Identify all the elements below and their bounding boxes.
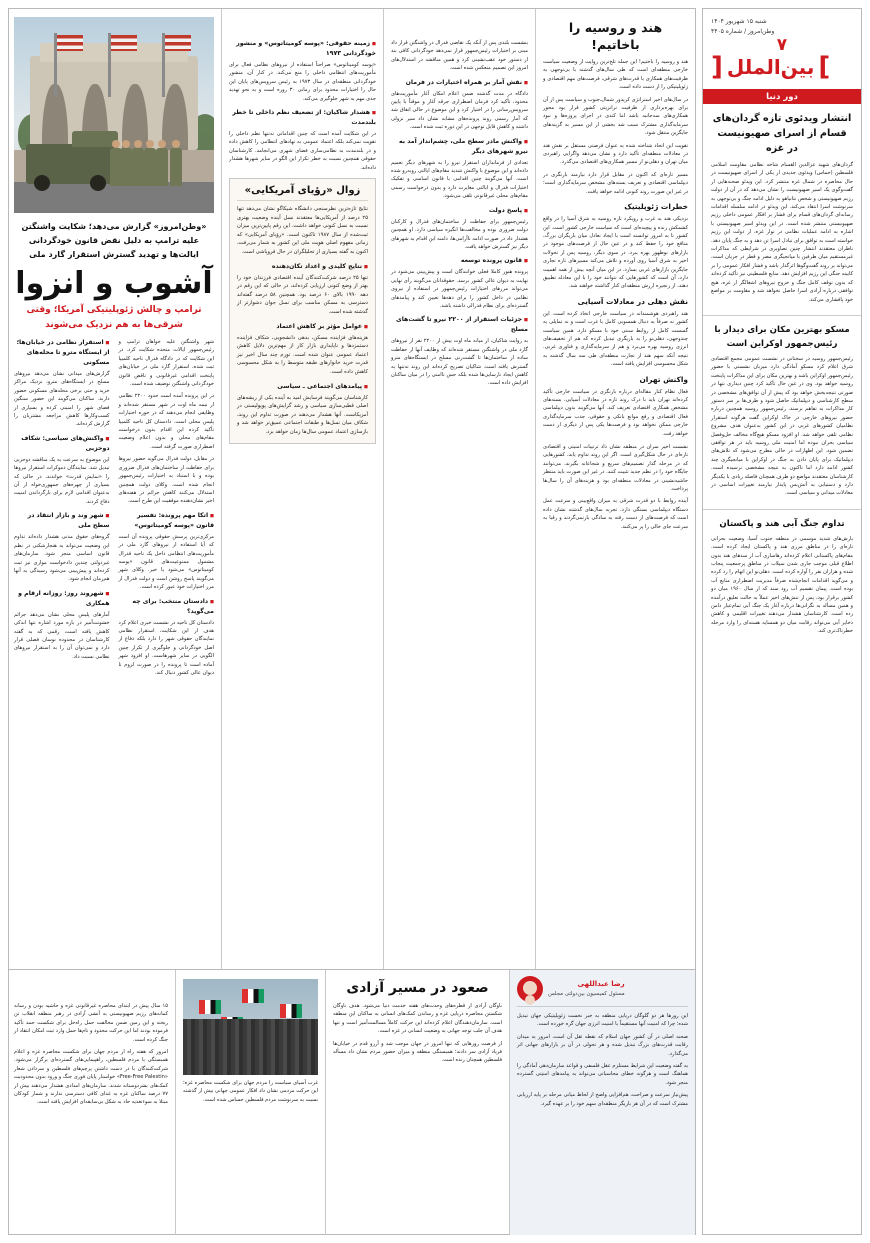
opinion-para-2: به گفته وضعیت این شرایط مستلزم عقل فلسفی و قواعد سازمان‌دهی آمادگی را هماهنگ است و هرگونه خطای محاسباتی می‌تواند به پیامدهای امنیتی گسترده منجر شود. [517, 1063, 688, 1086]
brief-1-headline: انتشار ویدئوی تازه گردان‌های قسام از اسرای صهیونیست در غزه [712, 113, 852, 154]
issue-date: شنبه ۱۵ شهریور ۱۴۰۴ [711, 18, 767, 25]
azadi-para-4: از فرصت روزهایی که تنها امروز در جهان موجب شد و آرزو قدم در خیابان‌ها فریاد آزادی سر دادند؛ همبستگی منطقه و میزان حضور مردم نشان داد مسأله فلسطین همچنان زنده است. [333, 1040, 502, 1064]
india-para-0: هند و روسیه را باختیم! این جمله تلخ‌ترین روایت از وضعیت سیاست خارجی منطقه‌ای است که طی سال‌های گذشته با بی‌توجهی به ظرفیت‌های همکاری با قدرت‌های شرقی، فرصت‌های مهم اقتصادی و ژئوپلیتیکی را از دست داده است. [543, 59, 688, 91]
lead-b4-body: این موضوع به سرعت به یک مناقشه دوحزبی تبدیل شد. نمایندگان دموکرات استقرار نیروها را «نمایش قدرت» خواندند، در حالی که بسیاری از چهره‌های جمهوری‌خواه از آن به‌عنوان اقدامی لازم برای بازگرداندن امنیت دفاع کردند. [14, 456, 110, 505]
lead-para-0: شهر واشنگتن علیه خواهان ترامپ و رئیس‌جمهور ایالات متحده شکایت کرد. در این شکایت که در دادگاه فدرال ناحیه کلمبیا ثبت شده، استقرار گارد ملی در خیابان‌های پایتخت اقدامی غیرقانونی و ناقض قانون خودگردانی واشنگتن توصیف شده است. [118, 339, 214, 388]
mid-b2-head: ◼ واکنش مادر سطح ملی، چشم‌انداز آمد به نیرو شهرهای دیگر [391, 137, 528, 157]
bottom-strip [9, 969, 695, 1234]
india-para-3: مسیر تازه‌ای که اکنون در مقابل قرار دارد نیازمند بازنگری در دیپلماسی اقتصادی و تعریف بسته‌های مشخص سرمایه‌گذاری است؛ در غیر این صورت روند کنونی ادامه خواهد یافت. [543, 171, 688, 195]
lead-b6-body: آمارهای پلیس محلی نشان می‌دهد جرائم خشونت‌آمیز در بازه مورد اشاره تنها اندکی کاهش یافته است، رقمی که به گفته کارشناسان در محدوده نوسان فصلی قرار دارد و نمی‌توان آن را به استقرار نیروهای نظامی نسبت داد. [14, 611, 110, 660]
lead-b2-head: ◼ دادستان منتخب: برای چه می‌گوید؟ [119, 597, 215, 617]
lead-b3-body: گزارش‌های میدانی نشان می‌دهد نیروهای مسلح در ایستگاه‌های مترو، نزدیک مراکز خرید و حتی برخی محله‌های مسکونی حضور دارند. ساکنان می‌گویند این حضور سنگین فضای شهر را امنیتی کرده و بسیاری از کسب‌وکارها کاهش مراجعه مشتریان را گزارش کرده‌اند. [14, 371, 110, 428]
protest-photo [183, 979, 318, 1075]
azadi-photo-column [175, 970, 325, 1235]
column-india-russia [535, 9, 695, 969]
opinion-column [509, 970, 695, 1235]
column-case-details [383, 9, 535, 969]
opinion-author-role: مسئول کمیسیون بین‌دولتی مجلس [548, 991, 625, 997]
feature-s3-body: کارشناسان می‌گویند فرسایش امید به آینده یکی از ریشه‌های اصلی قطبی‌سازی سیاسی و رشد گرایش‌های پوپولیستی در آمریکاست. آنها هشدار می‌دهند در صورت تداوم این روند، شکاف میان نسل‌ها و طبقات اجتماعی عمیق‌تر خواهد شد و بازسازی اعتماد عمومی سال‌ها زمان خواهد برد. [237, 394, 368, 435]
feature-s3-head: ◼ پیامدهای اجتماعی ـ سیاسی [237, 382, 368, 392]
india-subhead-delhi: نقش دهلی در معادلات آسیایی [577, 296, 688, 306]
brief-2-headline: مسکو بهترین مکان برای دیدار با رئیس‌جمهور اوکراین است [703, 315, 861, 355]
lead-kicker: «وطن‌امروز» گزارش می‌دهد؛ شکایت واشنگتن علیه ترامپ به دلیل نقض قانون خودگردانی ایالت‌ها و تهدید گسترش استقرار گارد ملی [21, 221, 207, 259]
mid-b4-body: پرونده هنوز کاملا فعلی خوانندگان است و پیش‌بینی می‌شود در نهایت به دیوان عالی کشور برسد. حقوقدانان می‌گویند رأی نهایی می‌تواند مرزهای اختیارات رئیس‌جمهور در استفاده از نیروی نظامی در داخل کشور را برای دهه‌ها تعیین کند و پیامدهای گسترده‌ای برای نظام فدرالی داشته باشد. [391, 269, 528, 309]
india-sub4-body: نشست اخیر سران در منطقه نشان داد ترتیبات امنیتی و اقتصادی تازه‌ای در حال شکل‌گیری است. اگر این روند تداوم یابد، کشورهایی که در مرحله گذار تصمیم‌های سریع و شجاعانه بگیرند، می‌توانند جایگاه خود را در نظم جدید تثبیت کنند. در غیر این صورت باید منتظر حاشیه‌نشینی در معادلات منطقه‌ای بود و هزینه‌های آن را سال‌ها پرداخت. [543, 444, 688, 493]
mid-b3-body: رئیس‌جمهور برای حفاظت از ساختمان‌های فدرال و کارکنان دولت ضروری بوده و مخالفت‌ها انگیزه سیاسی دارد. او همچنین هشدار داد در صورت ادامه ناآرامی‌ها، دامنه این اقدام به شهرهای دیگر نیز گسترش خواهد یافت. [391, 218, 528, 250]
mid-b6-body: «پوسه کومیتاتوس» صراحتاً استفاده از نیروهای نظامی فعال برای مأموریت‌های انتظامی داخلی را منع می‌کند. در کنار آن، منشور خودگردانی منطقه‌ای در سال ۱۹۷۳ به رئیس سرویس‌های پایان این حال را اختیارات محدود برای زمانی ۳۰ روزه است و به نحو تهدید جدی مهم به شهر جلوگیری می‌کند. [229, 62, 376, 102]
feature-s1-body: تنها ۲۵ درصد شرکت‌کنندگان آینده اقتصادی فرزندان خود را بهتر از وضع کنونی ارزیابی کرده‌اند، در حالی که این رقم در دهه ۱۹۹۰ بالای ۶۰ درصد بود. همچنین ۵۸ درصد گفته‌اند دسترسی به مسکن مناسب برای نسل جوان دشوارتر از گذشته شده است. [237, 274, 369, 315]
lead-para-1: در این پرونده آمده است حدود ۲۲۰۰ نظامی از نیمه ماه اوت در شهر مستقر شده‌اند و وظایفی انجام می‌دهند که در حوزه اختیارات پلیس محلی است. دادستان کل ناحیه کلمبیا تأکید کرده این اقدام بدون درخواست مقام‌های محلی و بدون اعلام وضعیت اضطراری صورت گرفته است. [118, 393, 214, 450]
india-sub5-body: آینده روابط با دو قدرت شرقی به میزان واقع‌بینی و سرعت عمل دستگاه دیپلماسی بستگی دارد. تجربه سال‌های گذشته نشان داده است که فرصت‌های از دست رفته به سادگی بازنمی‌گردند و رقبا به سرعت جای خالی را پر می‌کنند. [543, 498, 688, 530]
india-subhead-geopolitics: خطرات ژئوپلیتیک [624, 202, 688, 212]
india-subhead-tehran: واکنش تهران [639, 374, 688, 384]
mid-b3-head: ◼ پاسخ دولت [391, 206, 528, 216]
opinion-byline [517, 976, 688, 1007]
india-para-2: تقویت این اتحاد شناخته شده به عنوان فرصتی مستقل بر نقش هند در معادلات منطقه‌ای تأکید دارد و نشان می‌دهد واگرایی راهبردی میان تهران و دهلی‌نو از مسیر همکاری‌های اقتصادی می‌گذرد. [543, 142, 688, 166]
opinion-para-1: صحنه اصلی در آن کشور جهان اسلام که نقطه ثقل آن است، امروز به میدان رقابت قدرت‌های بزرگ تبدیل شده و هر تحولی در آن بر بازارهای جهانی اثر می‌گذارد. [517, 1033, 688, 1057]
mid-b5-head: ◼ جزئیات استقرار از ۲۲۰۰ نیرو تا گشت‌های مسلح [391, 315, 528, 335]
lead-b1-head: ◼ اتکا مهم پرونده: تفسیر قانون «پوسه کومیتاتوس» [119, 511, 215, 531]
lead-para-2: در مقابل، دولت فدرال می‌گوید حضور نیروها برای حفاظت از ساختمان‌های فدرال ضروری بوده و با استناد به اختیارات رئیس‌جمهور انجام شده است. وکلای دولت همچنین استدلال می‌کنند کاهش جرائم در هفته‌های اخیر نشان‌دهنده موفقیت این طرح است. [118, 456, 214, 505]
section-logo-text: بین‌الملل [726, 55, 815, 79]
feature-s2-body: هزینه‌های فزاینده مسکن، بدهی دانشجویی، شکاف فزاینده دستمزدها و ناپایداری بازار کار از مهم‌ترین دلایل کاهش اعتماد عمومی عنوان شده است. تورم چند سال اخیر نیز قدرت خرید خانوارهای طبقه متوسط را به شکل محسوسی کاهش داده است. [237, 334, 368, 375]
brief-3-headline: تداوم جنگ آبی هند و پاکستان [703, 509, 861, 535]
brief-2-body: رئیس‌جمهور روسیه در سخنانی در نشست عمومی مجمع اقتصادی شرق اعلام کرد مسکو آمادگی دارد میزبان نشستی با حضور رئیس‌جمهور اوکراین باشد و بهترین مکان برای این مذاکرات پایتخت روسیه خواهد بود. وی در عین حال تأکید کرد چنین دیداری تنها در صورتی نتیجه‌بخش خواهد بود که پیش از آن توافق‌های مشخصی در سطح کارشناسی و دیپلماتیک حاصل شود و طرف‌ها بر سر دستور کار مذاکرات به تفاهم برسند. رئیس‌جمهور روسیه همچنین درباره حضور نیروهای خارجی در خاک اوکراین گفت هرگونه استقرار نظامیان کشورهای غربی در این کشور به‌عنوان هدف مشروع نظامی تلقی خواهد شد. او افزود مسکو هیچ‌گاه مخالف حل‌وفصل سیاسی بحران نبوده اما امنیت ملی روسیه باید در هر توافقی تضمین شود. این اظهارات در حالی مطرح می‌شود که تلاش‌های دیپلماتیک برای پایان دادن به جنگ در اوکراین با میانجیگری چند کشور ادامه دارد اما تاکنون به نتیجه مشخصی نرسیده است. کارشناسان معتقدند مواضع دو طرف همچنان فاصله زیادی با یکدیگر دارد و دستیابی به آتش‌بس پایدار نیازمند تغییرات اساسی در معادلات میدانی و سیاسی است. [711, 355, 853, 497]
author-avatar-icon [517, 976, 543, 1002]
opinion-para-0: این روزها هر دو گلوگان دریایی منطقه به خبر نخست ژئوپلیتیکی جهان تبدیل شده؛ چرا که امنیت آنها مستقیماً با امنیت انرژی جهان گره خورده است. [517, 1013, 688, 1028]
india-sub3-body: فعال نظام کنار مقاله‌ای درباره بازنگری در سیاست خارجی تأکید کرده‌اند تهران باید با درک روند تازه در معادلات آسیایی، بسته‌های مشخص همکاری اقتصادی تعریف کند. آنها می‌گویند بدون دیپلماسی فعال اقتصادی و رفع موانع بانکی و حقوقی، جذب سرمایه‌گذاری خارجی ممکن نخواهد بود و فرصت‌ها یکی پس از دیگری از دست خواهد رفت. [543, 388, 688, 437]
mid-b1-body: دادگاه در مدت گذشته ضمن اعلام امکان آغاز مأموریت‌های محدود، تأکید کرد فرمان اضطراری جرقه آغاز و موقتاً با پایین سرویس‌رسانی را در اختیار کرد و این موضوع در حالی اتفاق شد که آمار رسمی روند پرونده‌های مشابه نشان داد سیر نزولی داشته و کاهش قابل توجهی در این دوره ثبت شده است. [391, 90, 528, 131]
masthead-header [703, 9, 861, 83]
bracket-left-icon: ] [818, 52, 831, 82]
feature-box-title: زوال «رؤیای آمریکایی» [237, 185, 368, 201]
logo-mark-icon: ۷ [776, 35, 788, 55]
mid-b7-head: ◼ هشدار شاکیان: از تضعیف نظم داخلی تا خطر بلندمدت [229, 108, 376, 128]
azadi-para-2: غرب آسیای سیاست را مردم جهان برای شکست محاصره غزه؛ این حرکت مردمی نشان داد افکار عمومی جهانی بیش از گذشته نسبت به سرنوشت مردم فلسطین حساس شده است. [183, 1080, 318, 1103]
lead-b5-head: ◼ شهر وند و بازار انتقاد در سطح ملی [14, 511, 110, 531]
mid-lead: بنشست بلندی پس از آنکه یک تقاضی فدرال در واشنگتن قرار داد مبنی بر اختیارات رئیس‌جمهور قرار نمی‌دهد خودگردانی کافی بند از دستور خود عقب‌نشینی کرد و همین مناقشه در استدلال‌های امروز این تصمیم منعکس شده است. [391, 40, 528, 72]
mid-b4-head: ◼ قانون پرونده توسعه [391, 256, 528, 266]
masthead-column [702, 8, 862, 1235]
issue-number: وطن‌امروز / شماره ۴۴۰۵ [711, 28, 775, 35]
india-para-1: در سال‌های اخیر استراتژی کریدور شمال‌ـ‌جنوب و سیاست پس از آن برای بهره‌برداری از ظرفیت ترانزیتی کشور قرار بود محور همکاری‌های سه‌جانبه باشد اما کندی در اجرای پروژه‌ها و نبود سرمایه‌گذاری مشترک سبب شد بخشی از این مسیر به گزینه‌های جایگزین منتقل شود. [543, 96, 688, 137]
lead-body [14, 338, 214, 677]
opinion-para-3: پیش‌نیاز سرعت و صراحت، هم‌افزایی واضح از لحاظ میانی مرحله بر پایه ارزیابی مشترک است که در آن هر بازیگر منطقه‌ای سهم خود را بر عهده گیرد. [517, 1092, 688, 1107]
india-sub1-body: نزدیکی هند به غرب و رویکرد تازه روسیه به شرق آسیا را در واقع کشمکش زنده و پیچیده‌ای است که سیاست خارجی کشور است. این کشور تا به امروز توانسته است با ایجاد تعادل میان بازیگران بزرگ، منافع خود را حفظ کند و در عین حال از فرصت‌های موجود در بازارهای نوظهور بهره ببرد. در سوی دیگر، روسیه پس از تحولات اخیر به شرق آسیا روی آورده و تلاش می‌کند مسیرهای تازه تجاری جایگزین بازارهای غربی بسازد. در این میان آنچه بیش از همه اهمیت دارد، آن است که کشورهایی که نتوانند خود را با این معادله تطبیق دهند، از زنجیره ارزش منطقه‌ای کنار گذاشته خواهند شد. [543, 216, 688, 290]
lead-headline: آشوب و انزوا [15, 266, 213, 301]
lead-photo [14, 17, 214, 213]
brief-3-body: بارش‌های شدید موسمی در منطقه جنوب آسیا، وضعیت بحرانی تازه‌ای را در مناطق مرزی هند و پاکستان ایجاد کرده است. مقام‌های پاکستانی اعلام کرده‌اند رهاسازی آب از سدهای هند بدون اطلاع قبلی موجب جاری شدن سیلاب در مناطق پرجمعیت پنجاب شده و هزاران نفر را آواره کرده است. دهلی‌نو این اتهام را رد کرده و می‌گوید اقدامات انجام‌شده صرفاً مدیریت اضطراری منابع آب بوده است. پیمان تقسیم آب رود سند که از سال ۱۹۶۰ میان دو کشور برقرار بود، پس از تنش‌های اخیر عملاً به حالت تعلیق درآمده و همین مسأله به نگرانی‌ها درباره آغاز یک جنگ آبی تمام‌عیار دامن زده است. کارشناسان هشدار می‌دهند تغییرات اقلیمی و کاهش ذخایر آبی می‌تواند رقابت میان دو همسایه هسته‌ای را وارد مرحله خطرناک‌تری کند. [711, 535, 853, 635]
lead-b6-head: ◼ شهروند روز: روزانه ارقام و همکاری [14, 589, 110, 609]
azadi-column-right [325, 970, 509, 1235]
mid-b1-head: ◼ نقش آمار بر همراه اختیارات در فرمان [391, 78, 528, 88]
lead-b3-head: ◼ استقرار نظامی در خیابان‌ها؛ از ایستگاه مترو تا محله‌های مسکونی [14, 338, 110, 368]
mid-b5-body: به روایت شاکیان، از میانه ماه اوت بیش از ۲۲۰۰ نفر از نیروهای گارد ملی در واشنگتن مستقر شده‌اند که وظایف آنها از حفاظت ساده از ساختمان‌ها تا گشت‌زنی مسلح در ایستگاه‌های مترو گسترش یافته است. شاکیان تصریح کرده‌اند این روند نه‌تنها به کاهش ایجاد نارسایی‌ها شده بلکه حس ناامنی را در میان ساکنان افزایش داده است. [391, 338, 528, 387]
azadi-para-0: ۱۵ سال پیش در ابتدای محاصره غیرقانونی غزه و حاشیه بودن و رسانه کمانه‌های رژیم صهیونیستی به آتشی آزادی در رهبر منطقه انقلاب تن ریخته و این زمین ضمن مخالفت حمل راه‌حل برای شکست حمد تأکید فرموده بودند اما این حرکت محدود و نام‌ها حمل وارد ثبت امکان انتقاد از جنگ کرده است. [14, 1003, 168, 1043]
feature-box-american-dream [229, 178, 376, 443]
lead-b1-body: مرکزی‌ترین پرسش حقوقی پرونده آن است که آیا استفاده از نیروهای گارد ملی در مأموریت‌های انتظامی داخل یک ناحیه فدرال مشمول ممنوعیت‌های قانون «پوسه کومیتاتوس» می‌شود یا خیر. وکلای شهر می‌گویند پاسخ روشن است و دولت فدرال از مرز اختیارات خود عبور کرده است. [118, 533, 214, 591]
azadi-column-left [7, 970, 175, 1235]
lead-b4-head: ◼ واکنش‌های سیاسی: شکاف دوحزبی [14, 434, 110, 454]
section-label-badge: دور دنیا [703, 89, 861, 104]
column-lead-story [7, 9, 221, 969]
paper-logo [711, 52, 853, 82]
azadi-para-1: امروز که هفته راه از مردم جهان برای شکست محاصره غزه و اعلام همبستگی با مردم فلسطین، راهپیمایی‌های گسترده‌ای برگزار می‌شود. شرکت‌کنندگان با در دست داشتن پرچم‌های فلسطین و سردادن شعار «Free-Free Palestin» خواستار پایان فوری جنگ و ورود بدون محدودیت کمک‌های بشردوستانه شدند. سازمان‌های امدادی هشدار می‌دهند بیش از ۷۷ درصد ساکنان غزه به غذای کافی دسترسی ندارند و شمار کودکان مبتلا به سوء‌تغذیه حاد به شکل بی‌سابقه‌ای افزایش یافته است. [14, 1049, 168, 1106]
brief-1-body: گردان‌های شهید عزالدین القسام شاخه نظامی مقاومت اسلامی فلسطین (حماس) ویدئوی جدیدی از یکی از اسرای صهیونیست در حال محاصره در شمال غزه منتشر کرد. این ویدئو صحنه‌هایی از گفت‌وگوی یک اسیر صهیونیست را نشان می‌دهد که در آن از دولت رژیم صهیونیستی و شخص نتانیاهو به دلیل ادامه جنگ و بی‌توجهی به سرنوشت اسرا انتقاد می‌کند. این ویدئو در ادامه سلسله اقدامات رسانه‌ای گردان‌های قسام برای فشار بر افکار عمومی داخلی رژیم صهیونیستی منتشر شده است. در این ویدئو اسیر صهیونیستی با اشاره به ادامه عملیات نظامی در نوار غزه، از دولت این رژیم خواسته است به توافق برای تبادل اسرا تن دهد و به جنگ پایان دهد. ناظران معتقدند انتشار چنین تصاویری در شرایطی که مذاکرات غیرمستقیم میان طرفین با میانجیگری مصر و قطر در جریان است، می‌تواند بر روند گفت‌وگوها اثرگذار باشد و فشار افکار عمومی را بر کابینه جنگی این رژیم افزایش دهد. منابع فلسطینی نیز تأکید کرده‌اند که بدون توقف کامل جنگ و خروج نیروهای اشغالگر از غزه، هیچ توافقی درباره آزادی اسرا حاصل نخواهد شد و مقاومت بر مواضع خود پافشاری می‌کند. [711, 162, 853, 303]
lead-b5-body: گروه‌های حقوق مدنی هشدار داده‌اند تداوم این وضعیت می‌تواند به هنجارشکنی در نظم قانون اساسی منجر شود. سازمان‌های غیردولتی چندین دادخواست موازی نیز ثبت کرده‌اند و پیش‌بینی می‌شود رسیدگی به آنها هم‌زمان انجام شود. [14, 534, 110, 583]
india-sub2-body: هند راهبردی هوشمندانه در سیاست خارجی اتخاذ کرده است. این کشور نه صرفاً به دنبال همسویی کامل با غرب است و نه تمایلی به گسست کامل از روابط سنتی خود با مسکو دارد. همین سیاست چندوجهی، دهلی‌نو را به بازیگری تبدیل کرده که هم از تخفیف‌های انرژی روسیه بهره می‌برد و هم از سرمایه‌گذاری و فناوری غربی. نتیجه آنکه سهم هند از تجارت منطقه‌ای طی سه سال گذشته به شکل محسوسی افزایش یافته است. [543, 310, 688, 368]
bracket-right-icon: [ [711, 52, 723, 82]
feature-intro: نتایج تازه‌ترین نظرسنجی دانشگاه شیکاگو نشان می‌دهد تنها ۲۵ درصد از آمریکایی‌ها معتقدند نسل آینده وضعیت بهتری نسبت به نسل کنونی خواهد داشت. این رقم پایین‌ترین میزان ثبت‌شده از سال ۱۹۸۷ تاکنون است. «رؤیای آمریکایی» که زمانی مفهوم اصلی هویت ملی این کشور به شمار می‌رفت، اکنون به گفته بسیاری از تحلیلگران در حال فروپاشی است. [237, 206, 368, 256]
india-russia-headline: هند و روسیه را باخاتیم! [568, 20, 663, 52]
main-content-frame [8, 8, 696, 1235]
top-columns [9, 9, 695, 969]
mid-b6-head: ◼ زمینه حقوقی: «پوسه کومیتاتوس» و منشور خودگردانی ۱۹۷۳ [229, 39, 376, 59]
lead-subhead: ترامپ و چالش ژئوپلیتیکی آمریکا؛ وقتی شرقی‌ها به هم نزدیک می‌شوند [26, 305, 202, 330]
feature-s2-head: ◼ عوامل مؤثر بر کاهش اعتماد [237, 322, 368, 332]
feature-s1-head: ◼ نتایج کلیدی و اعداد تکان‌دهنده [237, 262, 368, 272]
lead-b2-body: دادستان کل ناحیه در نشست خبری اعلام کرد هدف از این شکایت، استقرار نظامی نمایندگان حقوقی شهر را دارد بلکه دفاع از اصل خودگردانی و جلوگیری از تکرار چنین الگویی در سایر شهرهاست. او افزود شهر آماده است تا پرونده را در صورت لزوم تا دیوان عالی کشور دنبال کند. [118, 619, 214, 676]
azadi-headline: صعود در مسیر آزادی [346, 980, 489, 996]
mid-b7-body: در این شکایت آمده است که چنین اقداماتی نه‌تنها نظم داخلی را تقویت نمی‌کند بلکه اعتماد عمومی به نهادهای انتظامی را کاهش داده و در بلندمدت به نظامی‌سازی فضای شهری می‌انجامد. کارشناسان حقوقی همچنین نسبت به خطر تکرار این الگو در سایر شهرها هشدار داده‌اند. [229, 131, 376, 171]
mid-b2-body: تعدادی از فرمانداران استقرار نیرو را به شهرهای دیگر تعمیم داده‌اند و این موضوع با واکنش شدید مقام‌های ایالتی روبه‌رو شده است. آنها می‌گویند چنین اقدامی با قانون اساسی و تفکیک اختیارات فدرال و ایالتی مغایرت دارد و بدون درخواست رسمی مقام‌های محلی غیرقانونی تلقی می‌شود. [391, 159, 528, 200]
opinion-author-name: رضا عبداللهی [577, 980, 625, 988]
column-legal-background [221, 9, 383, 969]
azadi-para-3: ناوگان آزادی از قطره‌های وحدت‌های هفته خدمت دنیا می‌شود. هدف ناوگان شکستن محاصره دریایی غزه و رساندن کمک‌های انسانی به ساکنان این منطقه است. سازمان‌دهندگان اعلام کرده‌اند این حرکت کاملاً مسالمت‌آمیز است و تنها هدف آن جلب توجه جهانی به وضعیت انسانی در غزه است. [333, 1003, 502, 1035]
